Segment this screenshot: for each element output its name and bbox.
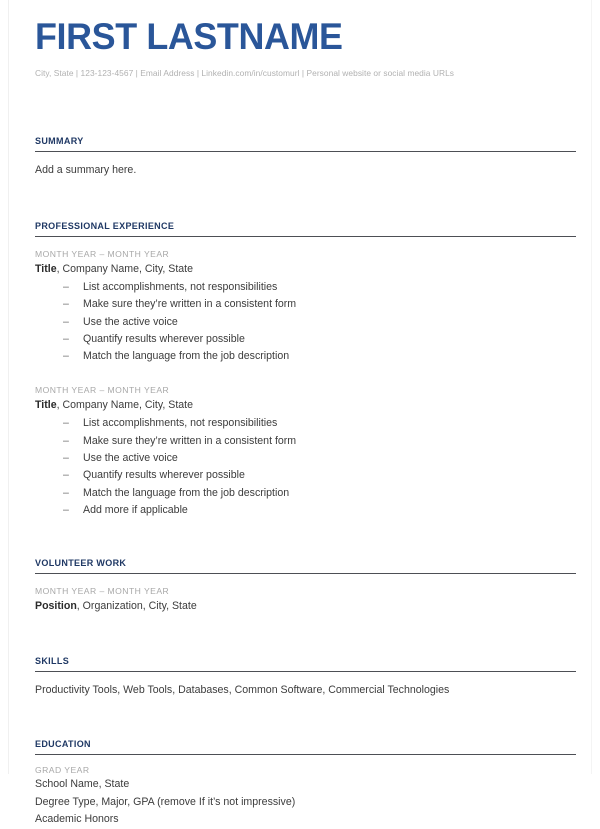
section-divider: [35, 151, 576, 152]
education-entry: [35, 764, 579, 829]
entry-headline: [35, 598, 579, 615]
entry-role: Position: [35, 600, 77, 613]
section-volunteer-work: [35, 558, 579, 615]
list-item: [35, 331, 579, 348]
candidate-name: FIRST LASTNAME: [35, 16, 343, 57]
section-education: [35, 739, 579, 829]
entry-role: Title: [35, 399, 57, 412]
bullet-text: Quantify results wherever possible: [83, 469, 245, 482]
section-summary: [35, 136, 579, 178]
volunteer-entry: [35, 585, 579, 615]
list-item: [35, 502, 579, 519]
bullet-text: Use the active voice: [83, 452, 178, 465]
entry-role: Title: [35, 263, 57, 275]
entry-organization: , Organization, City, State: [76, 600, 197, 613]
bullet-text: Match the language from the job description: [83, 350, 290, 363]
list-item: [35, 296, 579, 313]
bullet-dash-icon: –: [63, 350, 69, 363]
section-title-volunteer-work: VOLUNTEER WORK: [35, 558, 127, 570]
bullet-dash-icon: –: [63, 281, 69, 293]
entry-date: MONTH YEAR – MONTH YEAR: [35, 249, 170, 259]
bullet-dash-icon: –: [63, 298, 69, 311]
bullet-text: Make sure they’re written in a consistent form: [83, 298, 297, 311]
bullet-dash-icon: –: [63, 417, 69, 430]
entry-bullet-list: [35, 279, 579, 365]
bullet-text: Quantify results wherever possible: [83, 332, 245, 345]
entry-date: GRAD YEAR: [35, 765, 90, 776]
section-title-summary: SUMMARY: [35, 136, 84, 147]
list-item: [35, 433, 579, 450]
section-skills: [35, 656, 579, 698]
document-content: [35, 0, 579, 829]
entry-bullet-list: [35, 415, 579, 519]
education-honors: Academic Honors: [35, 813, 119, 826]
section-divider: [35, 754, 576, 755]
entry-date: MONTH YEAR – MONTH YEAR: [35, 385, 170, 396]
section-divider: [35, 236, 576, 237]
entry-date: MONTH YEAR – MONTH YEAR: [35, 586, 170, 597]
education-degree: Degree Type, Major, GPA (remove If it’s not impressive): [35, 795, 296, 808]
resume-header: [35, 0, 579, 79]
bullet-text: Add more if applicable: [83, 503, 188, 516]
entry-headline: [35, 397, 579, 414]
bullet-dash-icon: –: [63, 315, 69, 328]
list-item: [35, 348, 579, 365]
bullet-text: Use the active voice: [83, 315, 178, 328]
contact-line: City, State | 123-123-4567 | Email Address | Linkedin.com/in/customurl | Personal website or social media URLs: [35, 68, 455, 78]
bullet-dash-icon: –: [63, 434, 69, 447]
section-title-skills: SKILLS: [35, 656, 70, 668]
section-divider: [35, 573, 576, 574]
experience-entry: [35, 384, 579, 519]
skills-text: Productivity Tools, Web Tools, Databases, Common Software, Commercial Technologies: [35, 684, 450, 697]
entry-company: , Company Name, City, State: [56, 399, 193, 412]
section-title-professional-experience: PROFESSIONAL EXPERIENCE: [35, 221, 175, 232]
bullet-dash-icon: –: [63, 332, 69, 345]
list-item: [35, 415, 579, 432]
bullet-text: List accomplishments, not responsibilities: [83, 281, 278, 293]
entry-headline: [35, 261, 579, 278]
list-item: [35, 450, 579, 467]
bullet-dash-icon: –: [63, 469, 69, 482]
entry-company: , Company Name, City, State: [56, 263, 193, 275]
bullet-dash-icon: –: [63, 486, 69, 499]
summary-text: Add a summary here.: [35, 164, 137, 176]
section-title-education: EDUCATION: [35, 739, 91, 751]
list-item: [35, 279, 579, 296]
section-divider: [35, 671, 576, 672]
bullet-text: Make sure they’re written in a consistent form: [83, 434, 297, 447]
education-school: School Name, State: [35, 778, 130, 791]
section-professional-experience: [35, 221, 579, 519]
document-sheet: [8, 0, 592, 826]
experience-entry: [35, 248, 579, 365]
list-item: [35, 314, 579, 331]
bullet-dash-icon: –: [63, 452, 69, 465]
list-item: [35, 467, 579, 484]
bullet-dash-icon: –: [63, 503, 69, 516]
bullet-text: List accomplishments, not responsibilities: [83, 417, 278, 430]
list-item: [35, 485, 579, 502]
bullet-text: Match the language from the job description: [83, 486, 290, 499]
